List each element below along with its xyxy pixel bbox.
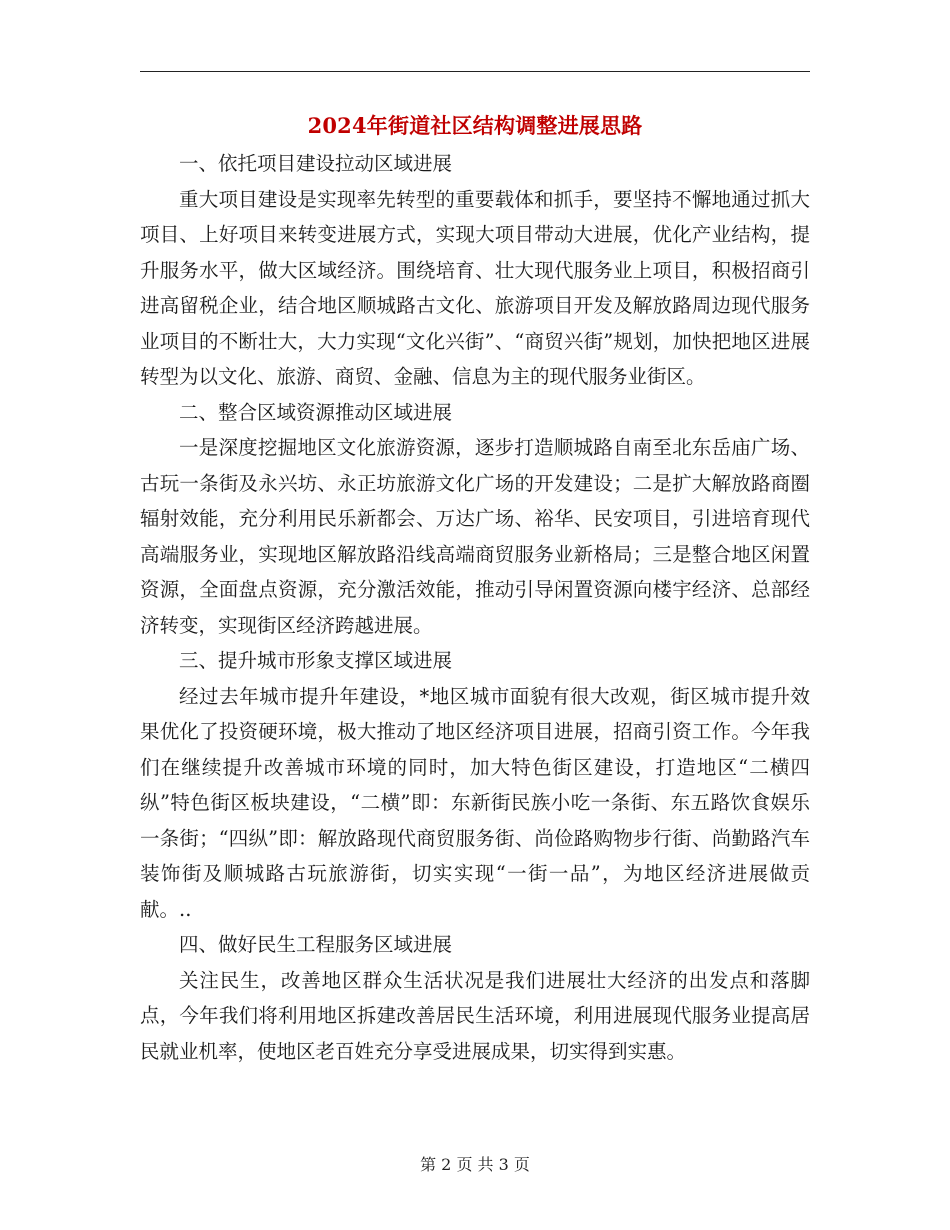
section-paragraph-4: 关注民生，改善地区群众生活状况是我们进展壮大经济的出发点和落脚点，今年我们将利用地区拆建改善居民生活环境，利用进展现代服务业提高居民就业机率，使地区老百姓充分享受进展成果，切实得到实惠。 xyxy=(140,968,810,1063)
section-heading-3: 三、提升城市形象支撑区域进展 xyxy=(179,649,453,672)
header-rule xyxy=(140,71,810,72)
document-title: 2024年街道社区结构调整进展思路 xyxy=(307,113,643,138)
page-number-footer: 第 2 页 共 3 页 xyxy=(420,1155,530,1174)
section-heading-2: 二、整合区域资源推动区域进展 xyxy=(179,400,453,424)
section-heading-1: 一、依托项目建设拉动区域进展 xyxy=(179,152,453,175)
section-paragraph-1: 重大项目建设是实现率先转型的重要载体和抓手，要坚持不懈地通过抓大项目、上好项目来转变进展方式，实现大项目带动大进展，优化产业结构，提升服务水平，做大区域经济。围绕培育、壮大现代服务业上项目，积极招商引进高留税企业，结合地区顺城路古文化、旅游项目开发及解放路周边现代服务业项目的不断壮大，大力实现“文化兴街”、“商贸兴街”规划，加快把地区进展转型为以文化、旅游、商贸、金融、信息为主的现代服务业街区。 xyxy=(140,187,810,388)
section-heading-4: 四、做好民生工程服务区域进展 xyxy=(179,933,453,956)
section-paragraph-3: 经过去年城市提升年建设，*地区城市面貌有很大改观，街区城市提升效果优化了投资硬环境，极大推动了地区经济项目进展，招商引资工作。今年我们在继续提升改善城市环境的同时，加大特色街区建设，打造地区“二横四纵”特色街区板块建设，“二横”即：东新街民族小吃一条街、东五路饮食娱乐一条街；“四纵”即：解放路现代商贸服务街、尚俭路购物步行街、尚勤路汽车装饰街及顺城路古玩旅游街，切实实现“一街一品”，为地区经济进展做贡献。.. xyxy=(140,684,810,921)
document-body xyxy=(140,146,810,1069)
section-paragraph-2: 一是深度挖掘地区文化旅游资源，逐步打造顺城路自南至北东岳庙广场、古玩一条街及永兴坊、永正坊旅游文化广场的开发建设；二是扩大解放路商圈辐射效能，充分利用民乐新都会、万达广场、裕华、民安项目，引进培育现代高端服务业，实现地区解放路沿线高端商贸服务业新格局；三是整合地区闲置资源，全面盘点资源，充分激活效能，推动引导闲置资源向楼宇经济、总部经济转变，实现街区经济跨越进展。 xyxy=(140,436,810,637)
